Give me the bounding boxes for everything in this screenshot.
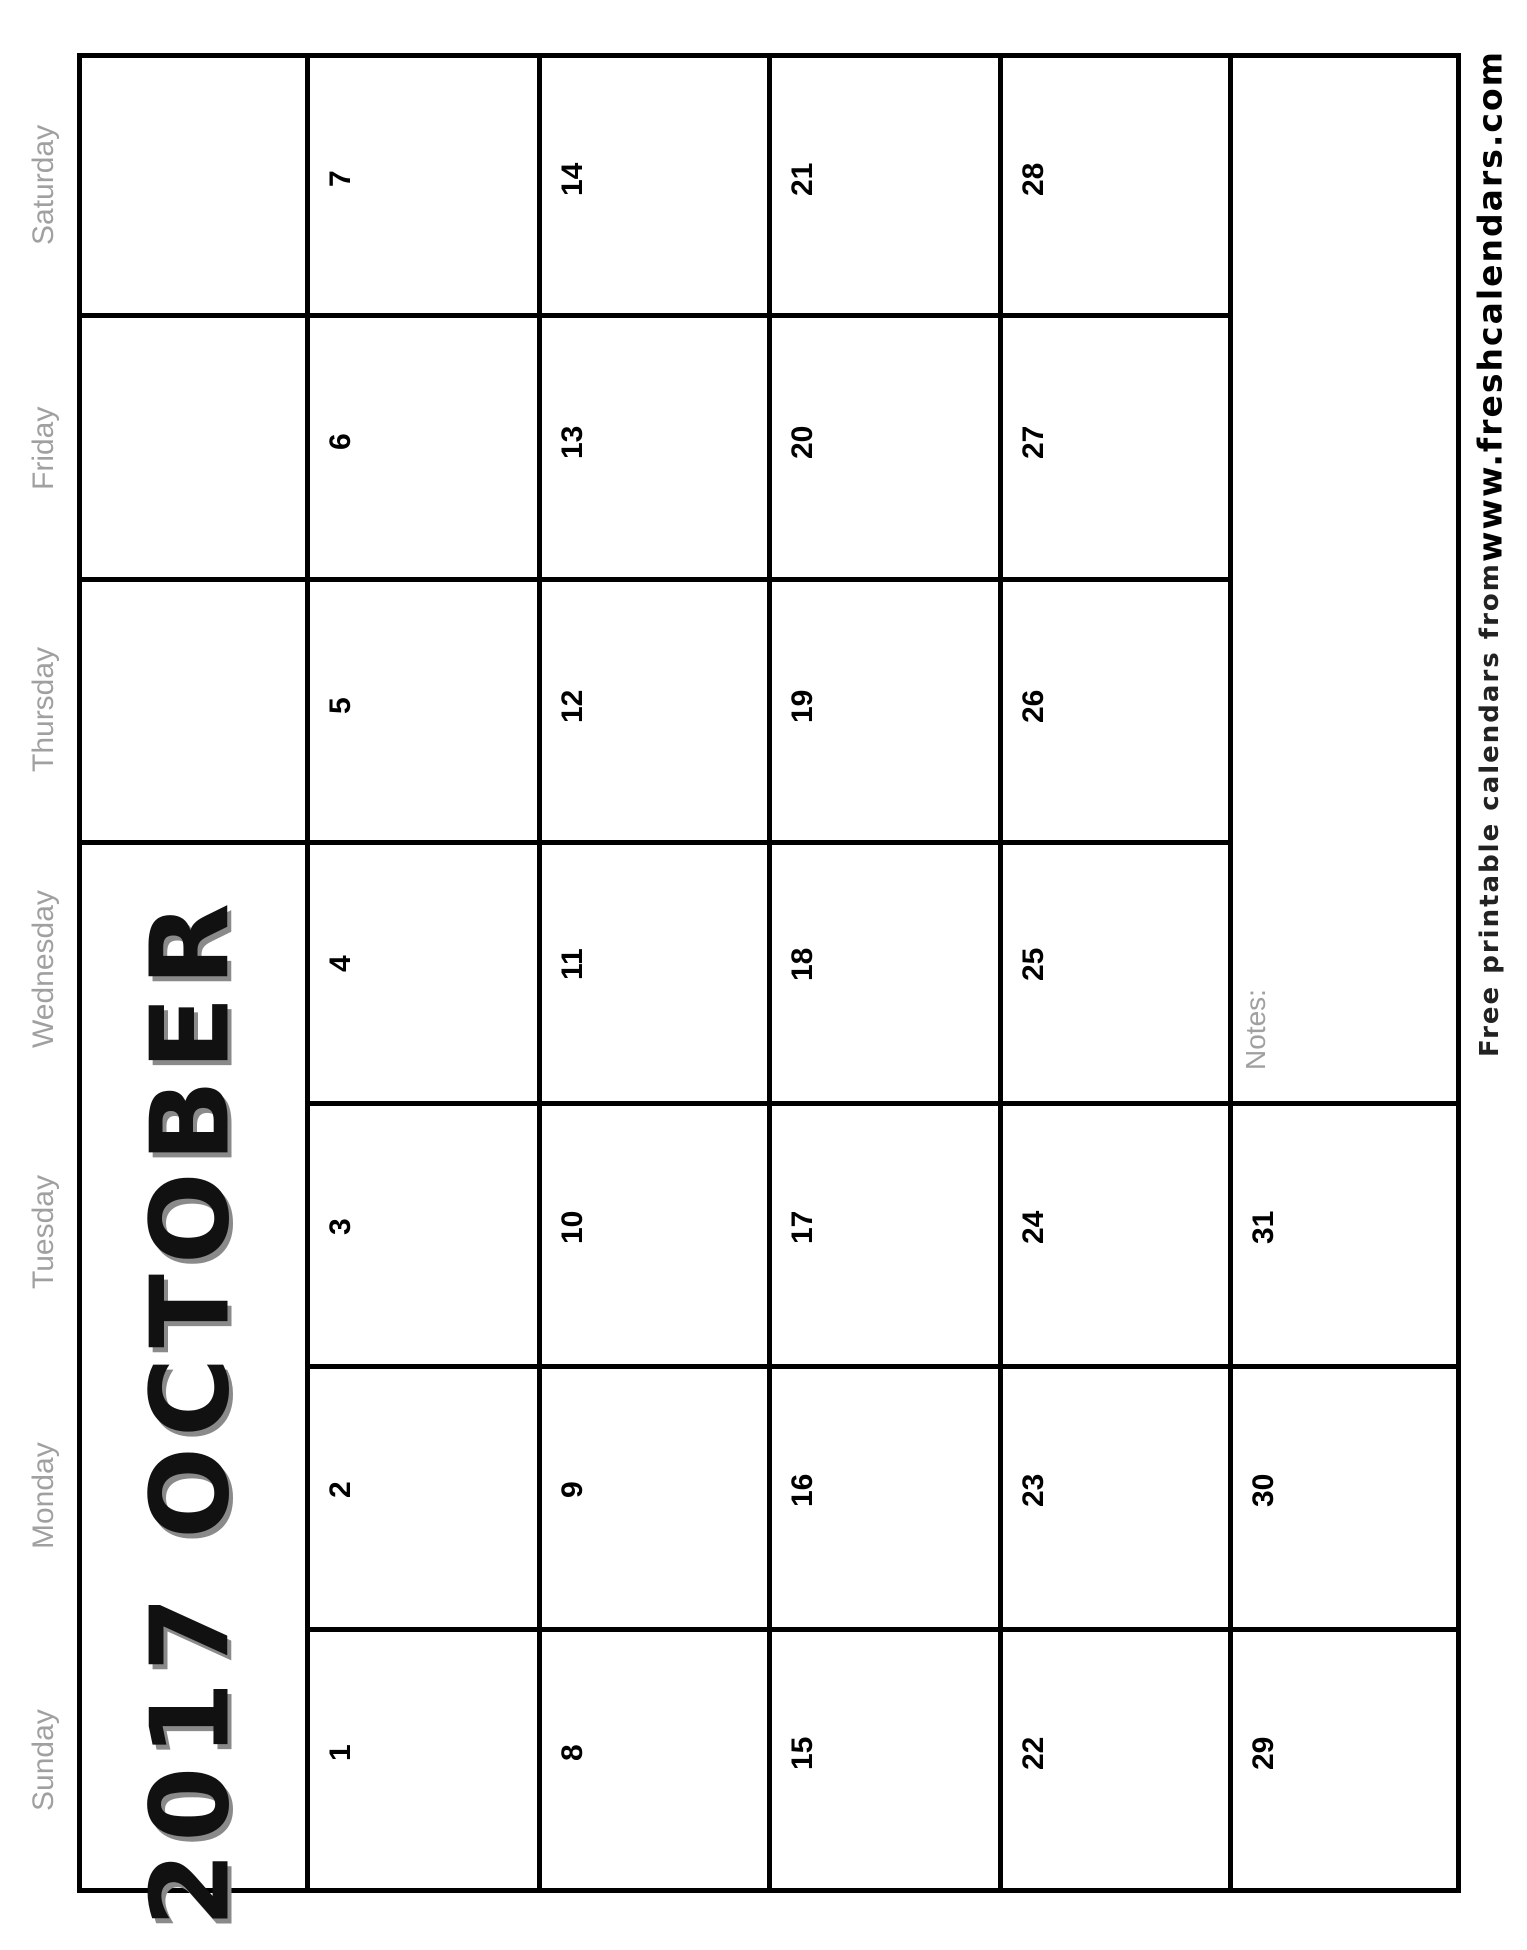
weekday-friday: Friday	[27, 406, 60, 490]
grid-line	[77, 577, 1233, 582]
date-cell: 13	[556, 425, 589, 459]
date-cell: 25	[1017, 947, 1050, 981]
date-cell: 21	[786, 162, 819, 196]
date-cell: 17	[786, 1210, 819, 1244]
date-cell: 29	[1247, 1736, 1280, 1770]
date-cell: 12	[556, 689, 589, 723]
footer-site-link[interactable]: www.freshcalendars.com	[1470, 50, 1510, 563]
grid-line	[77, 840, 1233, 845]
date-cell: 6	[324, 433, 357, 451]
date-cell: 20	[786, 425, 819, 459]
date-cell: 18	[786, 947, 819, 981]
grid-line	[537, 53, 542, 1893]
grid-line	[305, 1627, 1461, 1632]
date-cell: 10	[556, 1210, 589, 1244]
date-cell: 16	[786, 1473, 819, 1507]
grid-line	[1228, 53, 1233, 1893]
date-cell: 9	[556, 1481, 589, 1499]
date-cell: 26	[1017, 689, 1050, 723]
weekday-wednesday: Wednesday	[27, 890, 60, 1049]
weekday-saturday: Saturday	[27, 124, 60, 245]
grid-line	[305, 1364, 1461, 1369]
date-cell: 24	[1017, 1210, 1050, 1244]
date-cell: 14	[556, 162, 589, 196]
date-cell: 2	[324, 1481, 357, 1499]
date-cell: 5	[324, 697, 357, 715]
notes-label: Notes:	[1240, 989, 1271, 1071]
weekday-thursday: Thursday	[27, 646, 60, 772]
date-cell: 4	[324, 955, 357, 973]
weekday-monday: Monday	[27, 1442, 60, 1549]
grid-line	[767, 53, 772, 1893]
date-cell: 15	[786, 1736, 819, 1770]
footer-credit	[1470, 50, 1510, 1110]
grid-line	[77, 313, 1233, 318]
date-cell: 28	[1017, 162, 1050, 196]
grid-line	[305, 1101, 1461, 1106]
grid-line	[305, 53, 310, 1893]
date-cell: 7	[324, 170, 357, 188]
footer-prefix: Free printable calendars from	[1475, 562, 1505, 1057]
weekday-sunday: Sunday	[27, 1709, 60, 1811]
weekday-tuesday: Tuesday	[27, 1175, 60, 1290]
date-cell: 19	[786, 689, 819, 723]
calendar-title: 2017 OCTOBER	[128, 893, 254, 1927]
date-cell: 30	[1247, 1473, 1280, 1507]
date-cell: 11	[556, 948, 589, 980]
date-cell: 22	[1017, 1736, 1050, 1770]
date-cell: 31	[1247, 1210, 1280, 1244]
date-cell: 27	[1017, 425, 1050, 459]
date-cell: 8	[556, 1744, 589, 1762]
date-cell: 1	[324, 1744, 357, 1762]
date-cell: 23	[1017, 1473, 1050, 1507]
grid-line	[998, 53, 1003, 1893]
date-cell: 3	[324, 1218, 357, 1236]
